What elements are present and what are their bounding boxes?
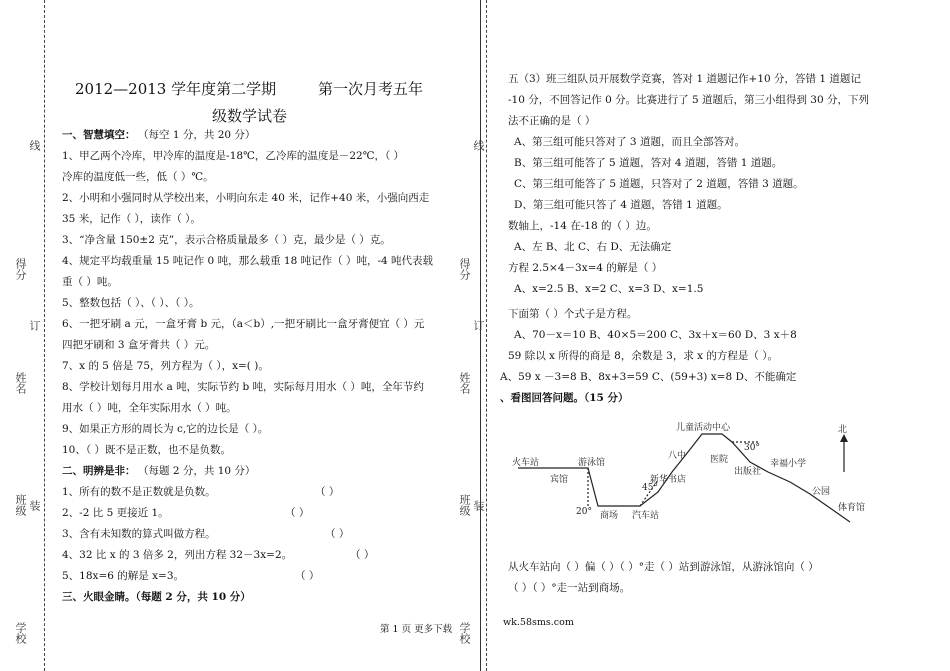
judge-1-paren: （ ） (315, 486, 340, 498)
question-1b: 冷库的温度低一些，低（ ）℃。 (62, 171, 214, 183)
title-line1-b: 第一次月考五年 (318, 80, 424, 98)
mid-margin-ding: 订 (472, 320, 485, 331)
question-10: 10、（ ）既不是正数，也不是负数。 (62, 444, 231, 456)
question-4a: 4、规定平均载重量 15 吨记作 0 吨，那么载重 18 吨记作（ ）吨，-4 吨代表载 (62, 255, 434, 267)
judge-3-paren: （ ） (325, 528, 350, 540)
map-question-a: 从火车站向（ ）偏（ ）（ ）°走（ ）站到游泳馆，从游泳馆向（ ） (508, 561, 819, 573)
map-label-train: 火车站 (512, 458, 540, 468)
map-label-hospital: 医院 (710, 455, 729, 465)
map-label-school8: 八中 (668, 451, 687, 461)
question-6b: 四把牙刷和 3 盒牙膏共（ ）元。 (62, 339, 216, 351)
map-question-b: （ ）（ ）°走一站到商场。 (508, 582, 631, 594)
left-margin-school: 学校 (14, 622, 27, 644)
problem3-options: A、x=2.5 B、x=2 C、x=3 D、x=1.5 (514, 283, 704, 295)
question-5: 5、整数包括（ ）、（ ）、（ ）。 (62, 297, 200, 309)
problem4: 下面第（ ）个式子是方程。 (508, 308, 638, 320)
problem5: 59 除以 x 所得的商是 8，余数是 3，求 x 的方程是（ ）。 (508, 350, 779, 362)
map-label-north: 北 (838, 425, 848, 435)
problem1-option-a: A、第三组可能只答对了 3 道题，而且全部答对。 (514, 136, 745, 148)
section4-heading: 、看图回答问题。（15 分） (500, 392, 629, 404)
mid-margin-line-char: 线 (472, 140, 485, 151)
problem4-options: A、70－x＝10 B、40×5＝200 C、3x＋x＝60 D、3 x＋8 (514, 329, 797, 341)
question-1a: 1、甲乙两个冷库，甲冷库的温度是-18℃，乙冷库的温度是－22℃，（ ） (62, 150, 405, 162)
left-margin-zhuang: 装 (28, 500, 41, 511)
section3-heading: 三、火眼金睛。（每题 2 分，共 10 分） (62, 591, 251, 603)
problem1-line-a: 五（3）班三组队员开展数学竞赛，答对 1 道题记作+10 分，答错 1 道题记 (508, 73, 861, 85)
problem1-line-c: 法不正确的是（ ） (508, 115, 596, 127)
map-label-bus: 汽车站 (632, 511, 660, 521)
left-margin-class: 班级 (14, 494, 27, 516)
question-8b: 用水（ ）吨，全年实际用水（ ）吨。 (62, 402, 237, 414)
judge-5: 5、18x=6 的解是 x=3。 (62, 570, 185, 582)
map-label-mall: 商场 (600, 511, 619, 521)
route-map (500, 410, 900, 540)
map-label-bookstore: 新华书店 (650, 475, 687, 485)
problem3: 方程 2.5×4－3x=4 的解是（ ） (508, 262, 663, 274)
section2-note: （每题 2 分，共 10 分） (138, 465, 256, 477)
map-label-angle2: 45° (642, 483, 658, 493)
left-margin-ding: 订 (28, 320, 41, 331)
left-margin-line-char: 线 (28, 140, 41, 151)
map-label-happy: 幸福小学 (770, 459, 807, 469)
problem1-option-d: D、第三组可能只答了 4 道题，答错 1 道题。 (514, 199, 728, 211)
problem5-options: A、59 x －3=8 B、8x+3=59 C、(59+3) x=8 D、不能确定 (500, 371, 797, 383)
left-margin-score: 得分 (14, 258, 27, 280)
map-label-angle1: 20° (576, 507, 592, 517)
question-2a: 2、小明和小强同时从学校出来，小明向东走 40 米，记作+40 米，小强向西走 (62, 192, 430, 204)
left-binding-line (44, 0, 45, 671)
right-footer: wk.58sms.com (503, 617, 574, 628)
judge-5-paren: （ ） (295, 570, 320, 582)
left-footer: 第 1 页 更多下载 (380, 624, 453, 635)
mid-margin-zhuang: 装 (472, 500, 485, 511)
mid-margin-score: 得分 (458, 258, 471, 280)
question-3: 3、“净含量 150±2 克”，表示合格质量最多（ ）克，最少是（ ）克。 (62, 234, 391, 246)
problem1-option-b: B、第三组可能答了 5 道题，答对 4 道题，答错 1 道题。 (514, 157, 783, 169)
question-2b: 35 米，记作（ ），读作（ ）。 (62, 213, 201, 225)
mid-binding-line (480, 0, 481, 671)
map-label-angle3: 30° (744, 443, 760, 453)
section2-heading: 二、明辨是非： (62, 465, 136, 477)
mid-margin-class: 班级 (458, 494, 471, 516)
judge-4: 4、32 比 x 的 3 倍多 2，列出方程 32－3x=2。 (62, 549, 293, 561)
question-6a: 6、一把牙刷 a 元，一盒牙膏 b 元，（a＜b）,一把牙刷比一盒牙膏便宜（ ）元 (62, 318, 425, 330)
judge-2-paren: （ ） (285, 507, 310, 519)
title-line1-a: 2012—2013 学年度第二学期 (75, 80, 277, 98)
judge-4-paren: （ ） (350, 549, 375, 561)
question-7: 7、x 的 5 倍是 75，列方程为（ ），x=( )。 (62, 360, 269, 372)
map-label-pool: 游泳馆 (578, 458, 606, 468)
judge-2: 2、-2 比 5 更接近 1。 (62, 507, 169, 519)
problem1-line-b: -10 分，不回答记作 0 分。比赛进行了 5 道题后，第三小组得到 30 分，下列 (508, 94, 869, 106)
problem2: 数轴上，-14 在-18 的（ ）边。 (508, 220, 657, 232)
section1-note: （每空 1 分，共 20 分） (138, 129, 256, 141)
question-9: 9、如果正方形的周长为 c,它的边长是（ ）。 (62, 423, 269, 435)
map-label-park: 公园 (812, 487, 831, 497)
mid-margin-school: 学校 (458, 622, 471, 644)
title-line2: 级数学试卷 (212, 107, 288, 125)
map-label-children: 儿童活动中心 (676, 423, 731, 433)
mid-margin-name: 姓名 (458, 372, 471, 394)
problem2-options: A、左 B、北 C、右 D、无法确定 (514, 241, 672, 253)
judge-3: 3、含有未知数的算式叫做方程。 (62, 528, 216, 540)
left-margin-name: 姓名 (14, 372, 27, 394)
map-label-gym: 体育馆 (838, 503, 866, 513)
problem1-option-c: C、第三组可能答了 5 道题，只答对了 2 道题，答错 3 道题。 (514, 178, 804, 190)
mid-binding-line-2 (486, 0, 487, 671)
question-8a: 8、学校计划每月用水 a 吨，实际节约 b 吨，实际每月用水（ ）吨，全年节约 (62, 381, 424, 393)
question-4b: 重（ ）吨。 (62, 276, 118, 288)
map-label-press: 出版社 (734, 467, 762, 477)
map-label-hotel: 宾馆 (550, 475, 569, 485)
section1-heading: 一、智慧填空： (62, 129, 136, 141)
north-arrow-icon (840, 434, 848, 442)
judge-1: 1、所有的数不是正数就是负数。 (62, 486, 216, 498)
